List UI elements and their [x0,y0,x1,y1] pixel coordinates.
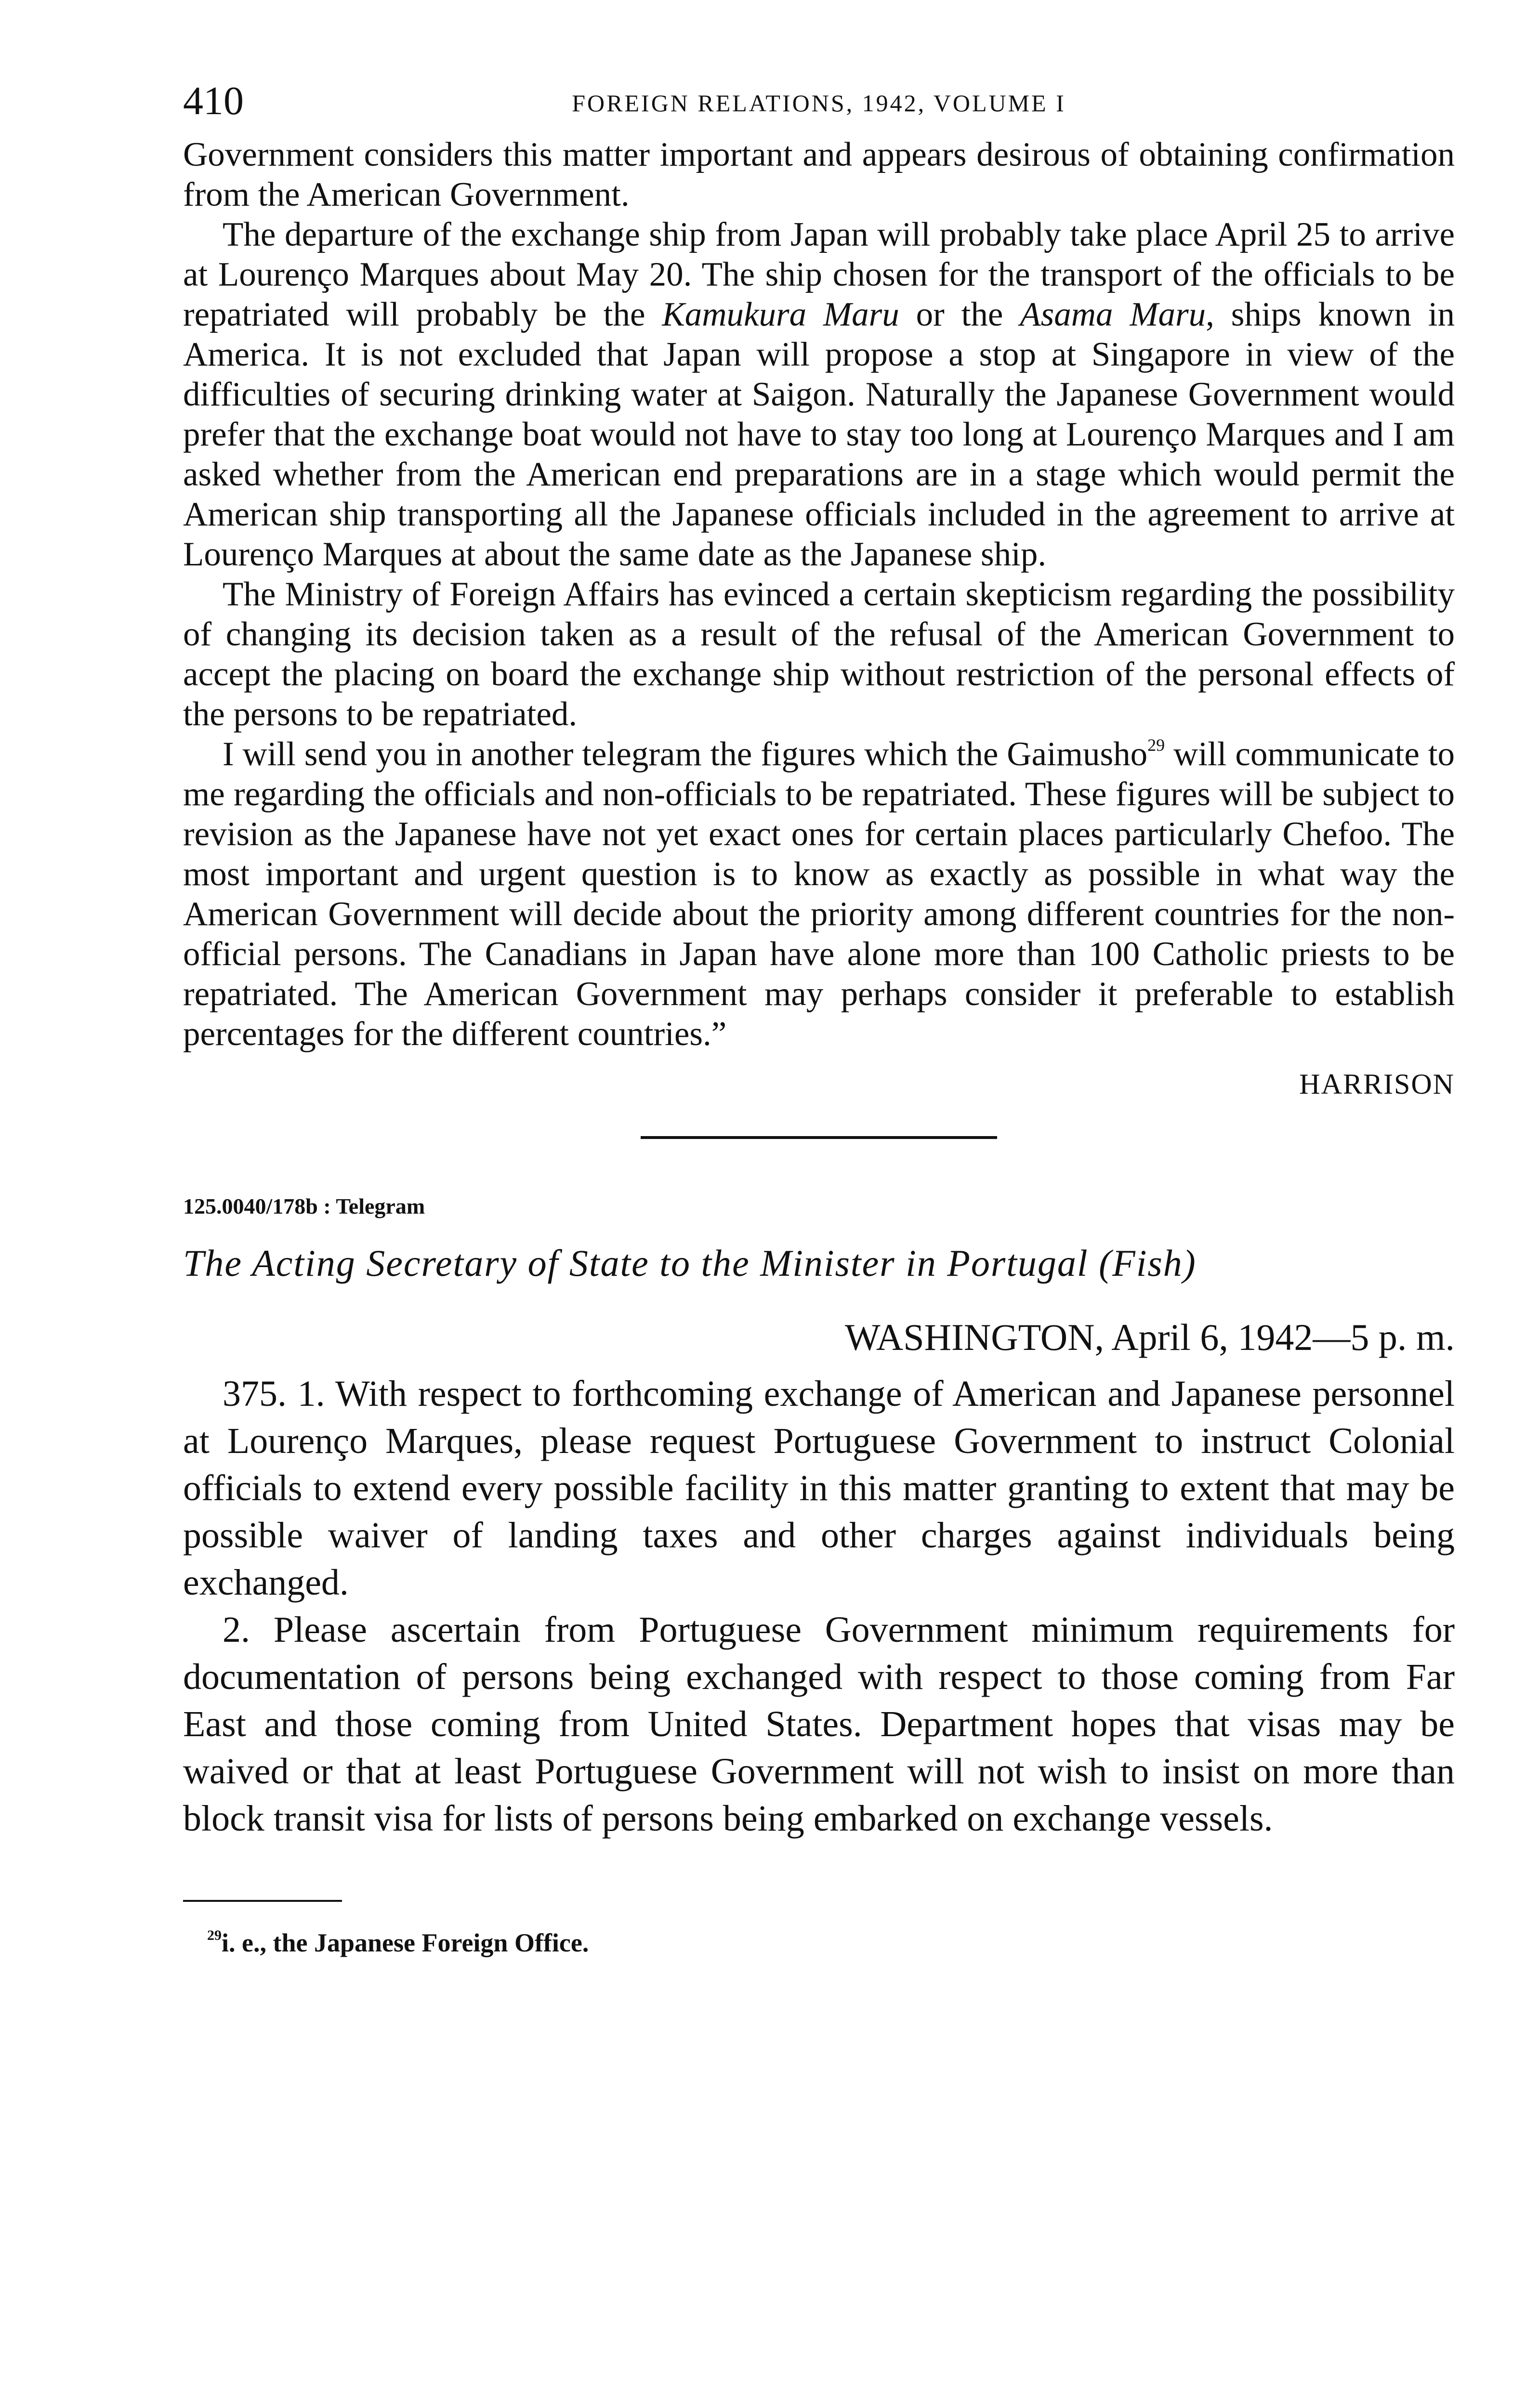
paragraph-text: The departure of the exchange ship from Japan will probably take place April 25 to arrive at Lourenço Marques about May 20. The ship chosen for the transport of the officials to be repatriated will probably be the [183,216,1455,333]
paragraph: The Ministry of Foreign Affairs has evinced a certain skepticism regarding the possibility of changing its decision taken as a result of the refusal of the American Government to accept the placing on board the exchange ship without restriction of the personal effects of the persons to be repatriated. [183,576,1455,733]
paragraph [183,734,1455,1054]
paragraph [183,215,1455,575]
section-divider [641,1136,997,1139]
dateline: WASHINGTON, April 6, 1942—5 p. m. [844,1316,1455,1358]
telegram-body [183,1370,1455,1842]
paragraph-text: , ships known in America. It is not excluded that Japan will propose a stop at Singapore in view of the difficulties of securing drinking water at Saigon. Naturally the Japanese Government would prefer that the exchange boat would not have to stay too long at Lourenço Marques and I am asked whether from the American end preparations are in a stage which would permit the American ship transporting all the Japanese officials included in the agreement to arrive at Lourenço Marques at about the same date as the Japanese ship. [183,296,1455,573]
document-heading: The Acting Secretary of State to the Minister in Portugal (Fish) [183,1242,1197,1284]
paragraph: 375. 1. With respect to forthcoming exchange of American and Japanese personnel at Lourenço Marques, please request Portuguese Government to instruct Colonial officials to extend every possible facility in this matter granting to extent that may be possible waiver of landing taxes and other charges against individuals being exchanged. [183,1374,1455,1603]
ship-name: Kamukura Maru [662,296,899,333]
footnote-marker: 29 [207,1927,222,1943]
footnote-text: i. e., the Japanese Foreign Office. [222,1928,589,1957]
document-page [183,77,1455,1960]
paragraph-text: I will send you in another telegram the figures which the Gaimusho [223,735,1148,773]
page-number: 410 [183,79,244,123]
running-header [183,77,1455,135]
paragraph-text: will communicate to me regarding the officials and non-officials to be repatriated. These figures will be subject to revision as the Japanese have not yet exact ones for certain places particularly Chefoo. The most important and urgent question is to know as exactly as possible in what way the American Government will decide about the priority among different countries for the non-official persons. The Canadians in Japan have alone more than 100 Catholic priests to be repatriated. The American Government may perhaps consider it preferable to establish percentages for the different countries.” [183,735,1455,1053]
footnote-reference[interactable]: 29 [1147,735,1165,755]
signature: HARRISON [1299,1068,1455,1100]
paragraph-text: or the [899,296,1020,333]
footnote [183,1926,1455,1960]
running-title: FOREIGN RELATIONS, 1942, VOLUME I [572,90,1066,117]
paragraph: Government considers this matter important and appears desirous of obtaining confirmation from the American Government. [183,136,1455,213]
footnote-divider [183,1900,342,1902]
file-reference: 125.0040/178b : Telegram [183,1194,425,1218]
ship-name: Asama Maru [1020,296,1206,333]
telegram-continuation [183,135,1455,1103]
paragraph: 2. Please ascertain from Portuguese Government minimum requirements for documentation of persons being exchanged with respect to those coming from Far East and those coming from United States. Department hopes that visas may be waived or that at least Portuguese Government will not wish to insist on more than block transit visa for lists of persons being embarked on exchange vessels. [183,1610,1455,1839]
